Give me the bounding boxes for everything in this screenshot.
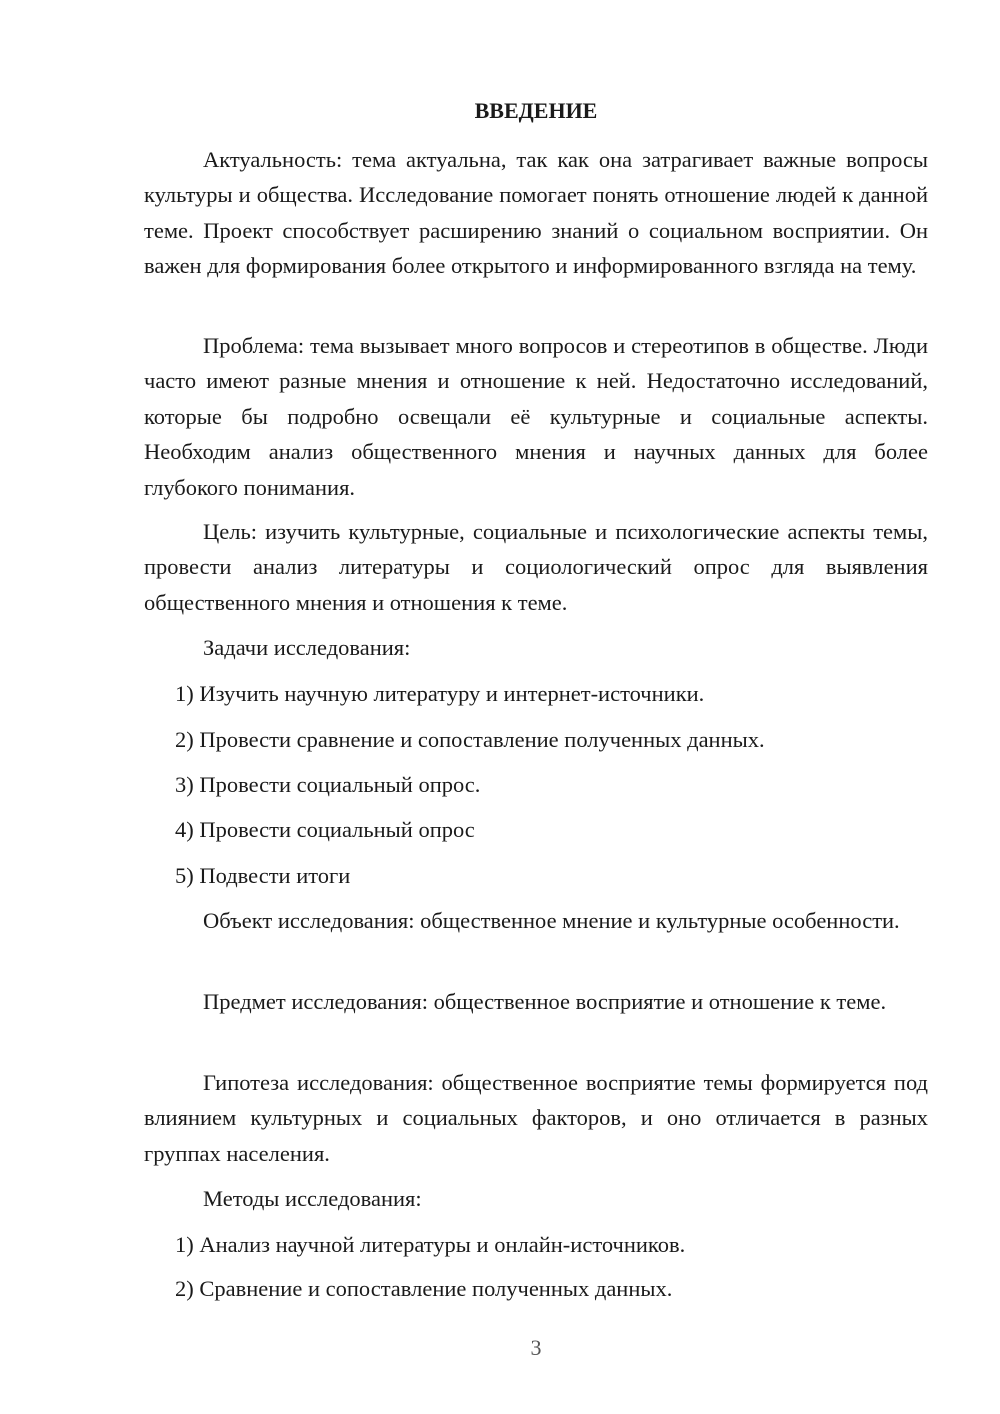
task-item-1: 1) Изучить научную литературу и интернет-источники. (175, 681, 705, 706)
problem-paragraph: Проблема: тема вызывает много вопросов и стереотипов в обществе. Люди часто имеют разные мнения и отношение к ней. Недостаточно исследований, которые бы подробно освещали её культурные и социальные аспекты. Необходим анализ общественного мнения и научных данных для более глубокого понимания. (144, 333, 928, 500)
method-item-2: 2) Сравнение и сопоставление полученных данных. (175, 1276, 673, 1301)
tasks-heading: Задачи исследования: (203, 635, 411, 660)
hypothesis-paragraph: Гипотеза исследования: общественное восприятие темы формируется под влиянием культурных и социальных факторов, и оно отличается в разных группах населения. (144, 1070, 928, 1166)
method-item-1: 1) Анализ научной литературы и онлайн-источников. (175, 1232, 686, 1257)
object-paragraph: Объект исследования: общественное мнение и культурные особенности. (203, 908, 900, 933)
relevance-paragraph: Актуальность: тема актуальна, так как она затрагивает важные вопросы культуры и общества. Исследование помогает понять отношение людей к данной теме. Проект способствует расширению знаний о социальном восприятии. Он важен для формирования более открытого и информированного взгляда на тему. (144, 147, 928, 279)
task-item-5: 5) Подвести итоги (175, 863, 351, 888)
task-item-3: 3) Провести социальный опрос. (175, 772, 481, 797)
task-item-2: 2) Провести сравнение и сопоставление полученных данных. (175, 727, 765, 752)
subject-paragraph: Предмет исследования: общественное восприятие и отношение к теме. (203, 989, 887, 1014)
goal-paragraph: Цель: изучить культурные, социальные и психологические аспекты темы, провести анализ литературы и социологический опрос для выявления общественного мнения и отношения к теме. (144, 519, 928, 615)
section-title: ВВЕДЕНИЕ (474, 98, 598, 123)
task-item-4: 4) Провести социальный опрос (175, 817, 475, 842)
methods-heading: Методы исследования: (203, 1186, 422, 1211)
page-number: 3 (530, 1335, 542, 1360)
